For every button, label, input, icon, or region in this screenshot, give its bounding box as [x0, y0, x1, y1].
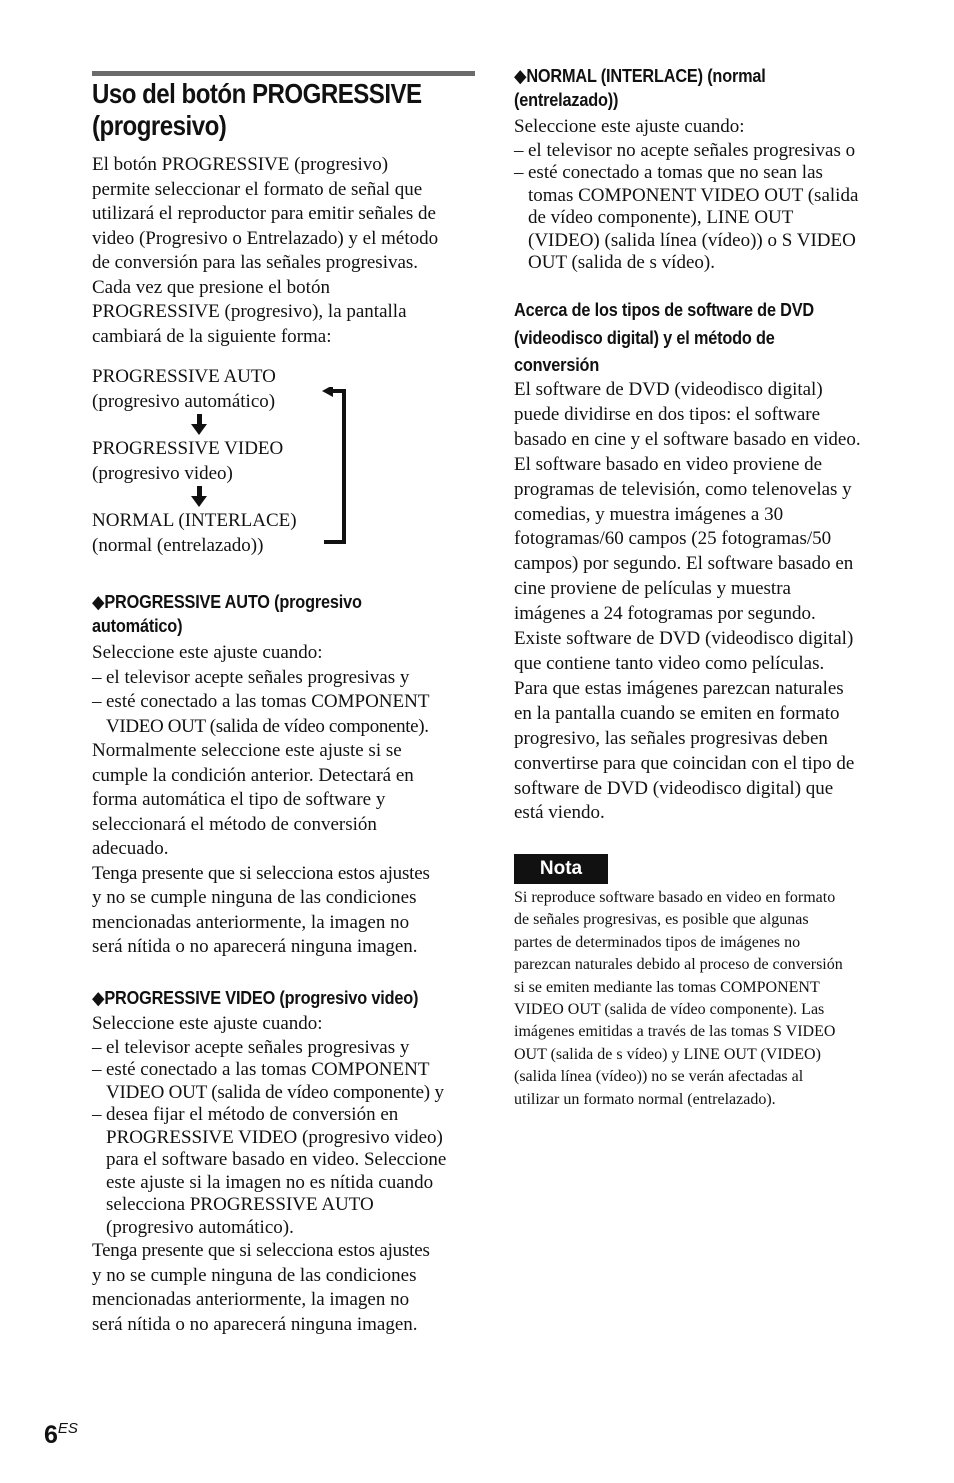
- return-bracket-icon: [322, 387, 348, 545]
- text-line: El botón PROGRESSIVE (progresivo): [92, 154, 389, 175]
- down-arrow-icon: [191, 486, 207, 508]
- video-heading: ◆PROGRESSIVE VIDEO (progresivo video): [92, 987, 419, 1008]
- mode-normal: NORMAL (INTERLACE) (normal (entrelazado)): [92, 510, 297, 556]
- section-title: [92, 78, 476, 142]
- down-arrow-icon: [191, 414, 207, 436]
- list-item: – desea fijar el método de conversión en PROGRESSIVE VIDEO (progresivo video) para el software basado en video. Seleccione este ajuste si la imagen no es nítida cuando selecciona PROGRESSIVE AUTO (progresivo automático).: [92, 1104, 476, 1239]
- lead-text: Seleccione este ajuste cuando:: [92, 1013, 323, 1034]
- page-suffix: ES: [57, 1420, 78, 1437]
- text-line: Cada vez que presione el botón: [92, 276, 330, 298]
- page-number: $6^{ES}$: [44, 1420, 78, 1449]
- auto-heading: ◆PROGRESSIVE AUTO (progresivo automático): [92, 591, 362, 636]
- text-line: PROGRESSIVE (progresivo), la pantalla: [92, 301, 407, 322]
- mode-auto: PROGRESSIVE AUTO (progresivo automático): [92, 366, 276, 412]
- title-line: (progresivo): [92, 110, 227, 141]
- title-line: Uso del botón PROGRESSIVE: [92, 78, 422, 109]
- list-item: – el televisor acepte señales progresivas y: [92, 1037, 476, 1060]
- lead-text: Seleccione este ajuste cuando:: [92, 642, 323, 663]
- normal-body: [514, 115, 904, 275]
- dvd-body: El software de DVD (videodisco digital) puede dividirse en dos tipos: el software basado en cine y el software basado en video. El software basado en video proviene de programas de televisión, como telenovelas y comedias, y muestra imágenes a 30 fotogramas/60 campos (25 fotogramas/50 campos) por segundo. El software basado en cine proviene de películas y muestra imágenes a 24 fotogramas por segundo. Existe software de DVD (videodisco digital) que contiene tanto video como películas. Para que estas imágenes parezcan naturales en la pantalla cuando se emiten en formato progresivo, las señales progresivas deben convertirse para que coincidan con el tipo de software de DVD (videodisco digital) que está viendo.: [514, 379, 861, 824]
- text-line: cambiará de la siguiente forma:: [92, 325, 332, 347]
- text-line: utilizará el reproductor para emitir señales de: [92, 203, 436, 224]
- dvd-heading: Acerca de los tipos de software de DVD (videodisco digital) y el método de conversión: [514, 299, 815, 375]
- text-line: video (Progresivo o Entrelazado) y el método: [92, 227, 439, 249]
- auto-body: Seleccione este ajuste cuando: – el televisor acepte señales progresivas y – esté conectado a las tomas COMPONENT VIDEO OUT (salida de vídeo componente). Normalmente seleccione este ajuste si se cumple la condición anterior. Detectará en forma automática el tipo de software y seleccionará el método de conversión adecuado. Tenga presente que si selecciona estos ajustes y no se cumple ninguna de las condiciones mencionadas anteriormente, la imagen no será nítida o no aparecerá ninguna imagen.: [92, 641, 476, 960]
- list-item: – el televisor acepte señales progresivas y: [92, 666, 476, 691]
- note-text: Si reproduce software basado en video en formato de señales progresivas, es posible que algunas partes de determinados tipos de imágenes no parezcan naturales debido al proceso de conversión si se emiten mediante las tomas COMPONENT VIDEO OUT (salida de vídeo componente). Las imágenes emitidas a través de las tomas S VIDEO OUT (salida de s vídeo) y LINE OUT (VIDEO) (salida línea (vídeo)) no se verán afectadas al utilizar un formato normal (entrelazado).: [514, 889, 843, 1108]
- normal-heading: ◆NORMAL (INTERLACE) (normal (entrelazado)): [514, 65, 766, 110]
- note-badge: Nota: [514, 854, 608, 884]
- text-line: de conversión para las señales progresivas.: [92, 252, 419, 273]
- list-item: – esté conectado a tomas que no sean las tomas COMPONENT VIDEO OUT (salida de vídeo componente), LINE OUT (VIDEO) (salida línea (vídeo)) o S VIDEO OUT (salida de s vídeo).: [514, 162, 904, 275]
- lead-text: Seleccione este ajuste cuando:: [514, 116, 745, 137]
- text-line: permite seleccionar el formato de señal que: [92, 178, 423, 200]
- video-body: Seleccione este ajuste cuando: – el televisor acepte señales progresivas y – esté conectado a las tomas COMPONENT VIDEO OUT (salida de vídeo componente) y – desea fijar el método de conversión en PROGRESSIVE VIDEO (progresivo video) para el software basado en video. Seleccione este ajuste si la imagen no es nítida cuando selecciona PROGRESSIVE AUTO (progresivo automático). Tenga presente que si selecciona estos ajustes y no se cumple ninguna de las condiciones mencionadas anteriormente, la imagen no será nítida o no aparecerá ninguna imagen.: [92, 1012, 476, 1337]
- list-item: – esté conectado a las tomas COMPONENT VIDEO OUT (salida de vídeo componente).: [92, 690, 476, 739]
- intro-paragraph: [92, 153, 476, 349]
- mode-video: PROGRESSIVE VIDEO (progresivo video): [92, 438, 284, 484]
- section-rule: [92, 71, 475, 76]
- list-item: – esté conectado a las tomas COMPONENT VIDEO OUT (salida de vídeo componente) y: [92, 1059, 476, 1104]
- list-item: – el televisor no acepte señales progresivas o: [514, 140, 904, 163]
